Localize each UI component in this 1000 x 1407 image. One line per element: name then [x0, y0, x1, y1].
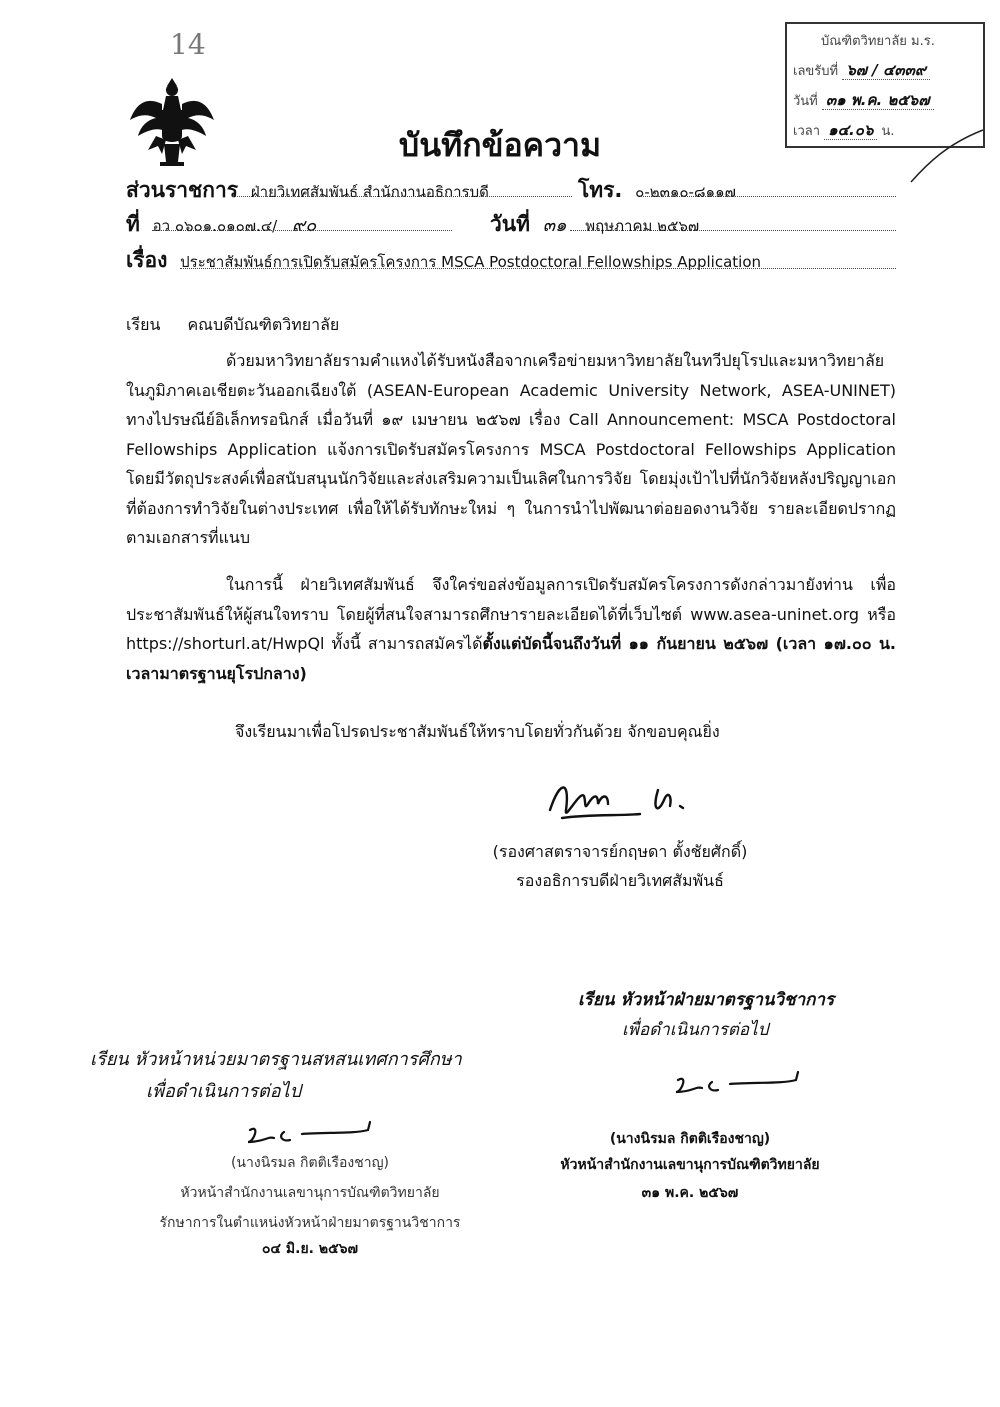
agency-label: ส่วนราชการ: [126, 178, 239, 202]
right-note-line-2: เพื่อดำเนินการต่อไป: [622, 1020, 769, 1040]
reference-row: [126, 208, 316, 241]
date-day: ๓๑: [542, 215, 567, 236]
stamp-time-suffix: น.: [881, 124, 895, 139]
reference-value: อว ๐๖๐๑.๐๑๐๗.๔/: [152, 217, 278, 235]
stamp-time-label: เวลา: [793, 124, 821, 139]
phone-value: ๐-๒๓๑๐-๘๑๑๗: [635, 183, 736, 201]
agency-dotted-line: [232, 196, 572, 197]
right-note-position: หัวหน้าสำนักงานเลขานุการบัณฑิตวิทยาลัย: [560, 1157, 820, 1173]
subject-row: [126, 244, 761, 277]
right-note-line-1: เรียน หัวหน้าฝ่ายมาตรฐานวิชาการ: [578, 990, 835, 1010]
reference-number: ๙๐: [292, 215, 317, 236]
body-paragraph-2-deadline: ตั้งแต่บัดนี้จนถึงวันที่ ๑๑ กันยายน ๒๕๖๗ (เวลา ๑๗.๐๐ น. เวลามาตรฐานยุโรปกลาง): [126, 634, 896, 683]
agency-row: [126, 174, 489, 207]
signature-right-note: [672, 1070, 802, 1100]
body-paragraph-2: [126, 570, 896, 688]
date-label: วันที่: [490, 212, 530, 236]
left-note-line-1: เรียน หัวหน้าหน่วยมาตรฐานสหสนเทศการศึกษา: [90, 1049, 462, 1070]
page-number: 14: [170, 28, 206, 61]
subject-value: ประชาสัมพันธ์การเปิดรับสมัครโครงการ MSCA Postdoctoral Fellowships Application: [180, 253, 762, 271]
subject-label: เรื่อง: [126, 248, 168, 272]
closing-sentence: จึงเรียนมาเพื่อโปรดประชาสัมพันธ์ให้ทราบโดยทั่วกันด้วย จักขอบคุณยิ่ง: [235, 722, 720, 741]
signer-position: รองอธิการบดีฝ่ายวิเทศสัมพันธ์: [516, 871, 724, 890]
reference-dotted-line: [152, 230, 452, 231]
body-paragraph-1: ด้วยมหาวิทยาลัยรามคำแหงได้รับหนังสือจากเครือข่ายมหาวิทยาลัยในทวีปยุโรปและมหาวิทยาลัยในภูมิภาคเอเชียตะวันออกเฉียงใต้ (ASEAN-European Academic University Network, ASEA-UNINET) ทางไปรษณีย์อิเล็กทรอนิกส์ เมื่อวันที่ ๑๙ เมษายน ๒๕๖๗ เรื่อง Call Announcement: MSCA Postdoctoral Fellowships Application แจ้งการเปิดรับสมัครโครงการ MSCA Postdoctoral Fellowships Application โดยมีวัตถุประสงค์เพื่อสนับสนุนนักวิจัยและส่งเสริมความเป็นเลิศในการวิจัย โดยมุ่งเป้าไปที่นักวิจัยหลังปริญญาเอก ที่ต้องการทำวิจัยในต่างประเทศ เพื่อให้ได้รับทักษะใหม่ ๆ ในการนำไปพัฒนาต่อยอดงานวิจัย รายละเอียดปรากฏตามเอกสารที่แนบ: [126, 351, 896, 547]
stamp-time-value: ๑๔.๐๖: [824, 121, 877, 140]
left-note-date: ๐๔ มิ.ย. ๒๕๖๗: [261, 1241, 359, 1257]
date-row: [490, 208, 699, 241]
salutation-label: เรียน: [126, 315, 161, 334]
signature-left-note: [244, 1120, 374, 1150]
left-note-position: หัวหน้าสำนักงานเลขานุการบัณฑิตวิทยาลัย: [180, 1185, 440, 1201]
left-note-acting: รักษาการในตำแหน่งหัวหน้าฝ่ายมาตรฐานวิชาการ: [159, 1215, 461, 1231]
salutation: [126, 313, 339, 338]
agency-value: ฝ่ายวิเทศสัมพันธ์ สำนักงานอธิการบดี: [250, 183, 489, 201]
salutation-recipient: คณบดีบัณฑิตวิทยาลัย: [187, 315, 340, 334]
stamp-date-value: ๓๑ พ.ค. ๒๕๖๗: [822, 91, 934, 110]
phone-row: [578, 174, 736, 207]
right-note-date: ๓๑ พ.ค. ๒๕๖๗: [641, 1185, 739, 1201]
subject-dotted-line: [180, 268, 896, 269]
reference-label: ที่: [126, 212, 140, 236]
left-note-name: (นางนิรมล กิตติเรืองชาญ): [230, 1155, 390, 1171]
phone-label: โทร.: [578, 178, 623, 202]
date-dotted-line: [570, 230, 896, 231]
signature-vice-president: [540, 770, 700, 830]
left-note-line-2: เพื่อดำเนินการต่อไป: [146, 1081, 302, 1102]
right-note-name: (นางนิรมล กิตติเรืองชาญ): [609, 1131, 771, 1147]
document-title: บันทึกข้อความ: [398, 126, 602, 164]
signer-name: (รองศาสตราจารย์กฤษดา ตั้งชัยศักดิ์): [492, 842, 748, 861]
stamp-receipt-label: เลขรับที่: [793, 64, 839, 79]
phone-dotted-line: [640, 196, 896, 197]
stamp-date-label: วันที่: [793, 94, 818, 109]
date-month-year: พฤษภาคม ๒๕๖๗: [585, 217, 700, 235]
body-paragraph-2-text: ในการนี้ ฝ่ายวิเทศสัมพันธ์ จึงใคร่ขอส่งข้อมูลการเปิดรับสมัครโครงการดังกล่าวมายังท่าน เพื่อประชาสัมพันธ์ให้ผู้สนใจทราบ โดยผู้ที่สนใจสามารถศึกษารายละเอียดได้ที่เว็บไซต์ www.asea-uninet.org หรือ https://shorturl.at/HwpQl ทั้งนี้ สามารถสมัครได้: [126, 575, 896, 653]
stamp-heading: บัณฑิตวิทยาลัย ม.ร.: [821, 34, 935, 49]
stamp-receipt-value: ๖๗ / ๔๓๓๙: [842, 61, 930, 80]
